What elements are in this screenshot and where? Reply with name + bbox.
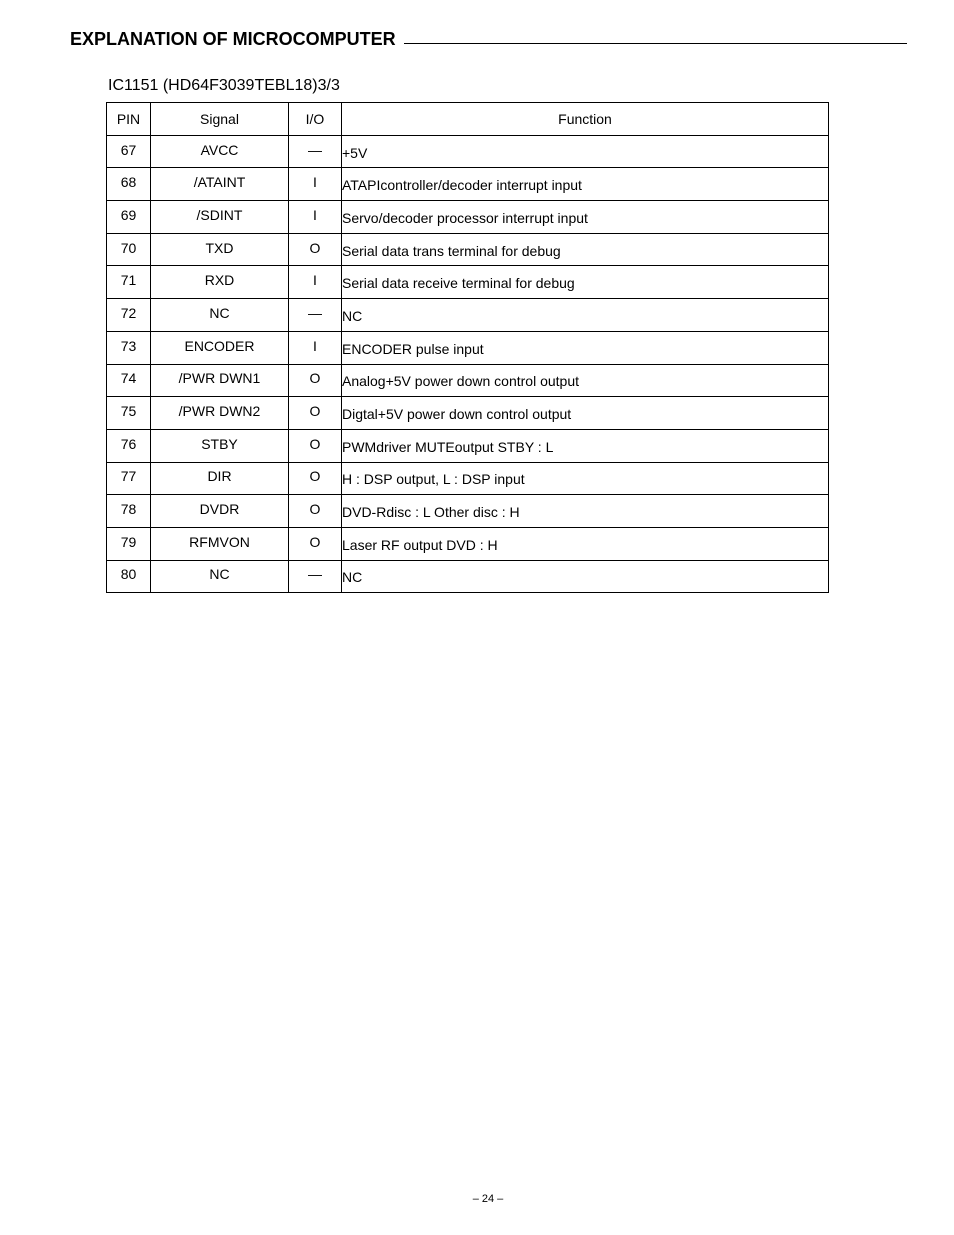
pin-function-table xyxy=(106,102,829,593)
cell-pin-text: 74 xyxy=(120,370,137,387)
section-title: EXPLANATION OF MICROCOMPUTER xyxy=(70,28,396,49)
cell-function xyxy=(342,331,829,364)
section-header xyxy=(70,28,907,50)
cell-pin xyxy=(107,135,151,168)
header-function: Function xyxy=(342,103,829,136)
cell-function xyxy=(342,462,829,495)
cell-io-text: — xyxy=(308,566,322,583)
cell-signal xyxy=(151,527,289,560)
cell-io xyxy=(289,168,342,201)
cell-io xyxy=(289,299,342,332)
cell-signal xyxy=(151,495,289,528)
cell-function-text: Analog+5V power down control output xyxy=(342,373,579,390)
cell-io xyxy=(289,495,342,528)
table-row xyxy=(107,462,829,495)
cell-signal-text: TXD xyxy=(205,239,234,256)
cell-function-text: Serial data receive terminal for debug xyxy=(342,275,575,292)
cell-pin-text: 79 xyxy=(120,533,137,550)
cell-signal xyxy=(151,299,289,332)
cell-function-text: Servo/decoder processor interrupt input xyxy=(342,209,588,226)
header-signal: Signal xyxy=(151,103,289,136)
cell-function-text: Laser RF output DVD : H xyxy=(342,536,498,553)
cell-function-text: Serial data trans terminal for debug xyxy=(342,242,561,259)
cell-io-text: O xyxy=(309,501,321,518)
table-row xyxy=(107,201,829,234)
cell-signal-text: /SDINT xyxy=(196,206,243,223)
header-io: I/O xyxy=(289,103,342,136)
cell-pin xyxy=(107,201,151,234)
cell-io xyxy=(289,331,342,364)
cell-signal xyxy=(151,364,289,397)
cell-pin xyxy=(107,168,151,201)
cell-pin xyxy=(107,527,151,560)
cell-pin-text: 75 xyxy=(120,403,137,420)
cell-function-text: Digtal+5V power down control output xyxy=(342,406,572,423)
section-rule xyxy=(404,43,907,44)
cell-signal-text: AVCC xyxy=(200,141,239,158)
table-row xyxy=(107,397,829,430)
cell-function-text: DVD-Rdisc : L Other disc : H xyxy=(342,504,520,521)
cell-function xyxy=(342,527,829,560)
cell-pin xyxy=(107,462,151,495)
cell-function-text: ENCODER pulse input xyxy=(342,340,484,357)
cell-signal-text: RFMVON xyxy=(189,533,250,550)
cell-pin-text: 69 xyxy=(120,206,137,223)
table-header-row xyxy=(107,103,829,136)
cell-io xyxy=(289,397,342,430)
cell-function xyxy=(342,495,829,528)
cell-io-text: — xyxy=(308,141,322,158)
cell-function xyxy=(342,299,829,332)
cell-signal-text: /PWR DWN2 xyxy=(178,403,261,420)
cell-io xyxy=(289,527,342,560)
cell-signal-text: ENCODER xyxy=(184,337,255,354)
table-row xyxy=(107,331,829,364)
cell-io xyxy=(289,266,342,299)
cell-io xyxy=(289,233,342,266)
cell-signal-text: /ATAINT xyxy=(193,174,246,191)
cell-function-text: ATAPIcontroller/decoder interrupt input xyxy=(342,177,582,194)
cell-io-text: I xyxy=(313,206,317,223)
cell-signal xyxy=(151,233,289,266)
cell-signal-text: RXD xyxy=(204,272,235,289)
page-number: – 24 – xyxy=(472,1193,504,1205)
cell-pin xyxy=(107,233,151,266)
cell-pin-text: 76 xyxy=(120,435,137,452)
cell-function-text: NC xyxy=(342,569,363,586)
cell-pin-text: 68 xyxy=(120,174,137,191)
cell-signal-text: /PWR DWN1 xyxy=(178,370,261,387)
cell-io xyxy=(289,462,342,495)
cell-io-text: O xyxy=(309,370,321,387)
cell-pin-text: 78 xyxy=(120,501,137,518)
cell-signal xyxy=(151,429,289,462)
table-row xyxy=(107,527,829,560)
cell-function xyxy=(342,233,829,266)
cell-io-text: — xyxy=(308,304,322,321)
cell-signal-text: NC xyxy=(209,566,230,583)
cell-function-text: PWMdriver MUTEoutput STBY : L xyxy=(342,438,554,455)
cell-signal xyxy=(151,331,289,364)
cell-io-text: I xyxy=(313,174,317,191)
ic-title: IC1151 (HD64F3039TEBL18)3/3 xyxy=(108,77,340,94)
cell-io-text: O xyxy=(309,533,321,550)
cell-function xyxy=(342,168,829,201)
cell-io xyxy=(289,429,342,462)
cell-pin xyxy=(107,397,151,430)
table-row xyxy=(107,233,829,266)
cell-signal xyxy=(151,462,289,495)
table-row xyxy=(107,429,829,462)
cell-io xyxy=(289,364,342,397)
cell-pin-text: 77 xyxy=(120,468,137,485)
cell-function xyxy=(342,135,829,168)
cell-io xyxy=(289,560,342,593)
cell-io-text: O xyxy=(309,239,321,256)
cell-signal xyxy=(151,266,289,299)
table-row xyxy=(107,266,829,299)
table-row xyxy=(107,168,829,201)
cell-function xyxy=(342,266,829,299)
cell-io xyxy=(289,135,342,168)
cell-signal xyxy=(151,168,289,201)
table-row xyxy=(107,135,829,168)
cell-signal xyxy=(151,397,289,430)
cell-pin xyxy=(107,429,151,462)
table-row xyxy=(107,364,829,397)
cell-pin-text: 70 xyxy=(120,239,137,256)
cell-signal-text: DVDR xyxy=(199,501,240,518)
cell-pin-text: 72 xyxy=(120,304,137,321)
cell-pin-text: 73 xyxy=(120,337,137,354)
cell-pin-text: 71 xyxy=(120,272,137,289)
header-pin: PIN xyxy=(107,103,151,136)
cell-function-text: H : DSP output, L : DSP input xyxy=(342,471,525,488)
cell-pin xyxy=(107,266,151,299)
cell-signal-text: STBY xyxy=(201,435,238,452)
cell-signal xyxy=(151,135,289,168)
table-body xyxy=(107,135,829,593)
cell-signal-text: NC xyxy=(209,304,230,321)
cell-function-text: NC xyxy=(342,307,363,324)
cell-pin xyxy=(107,560,151,593)
cell-io-text: O xyxy=(309,403,321,420)
cell-pin xyxy=(107,495,151,528)
cell-function-text: +5V xyxy=(342,144,368,161)
cell-function xyxy=(342,560,829,593)
cell-pin xyxy=(107,331,151,364)
cell-pin xyxy=(107,364,151,397)
cell-pin xyxy=(107,299,151,332)
cell-signal xyxy=(151,560,289,593)
cell-signal-text: DIR xyxy=(207,468,232,485)
cell-signal xyxy=(151,201,289,234)
cell-io-text: O xyxy=(309,468,321,485)
cell-io-text: O xyxy=(309,435,321,452)
cell-pin-text: 67 xyxy=(120,141,137,158)
cell-function xyxy=(342,429,829,462)
cell-function xyxy=(342,397,829,430)
table-row xyxy=(107,495,829,528)
cell-function xyxy=(342,364,829,397)
table-row xyxy=(107,299,829,332)
cell-io-text: I xyxy=(313,337,317,354)
cell-function xyxy=(342,201,829,234)
cell-io-text: I xyxy=(313,272,317,289)
table-row xyxy=(107,560,829,593)
cell-pin-text: 80 xyxy=(120,566,137,583)
cell-io xyxy=(289,201,342,234)
